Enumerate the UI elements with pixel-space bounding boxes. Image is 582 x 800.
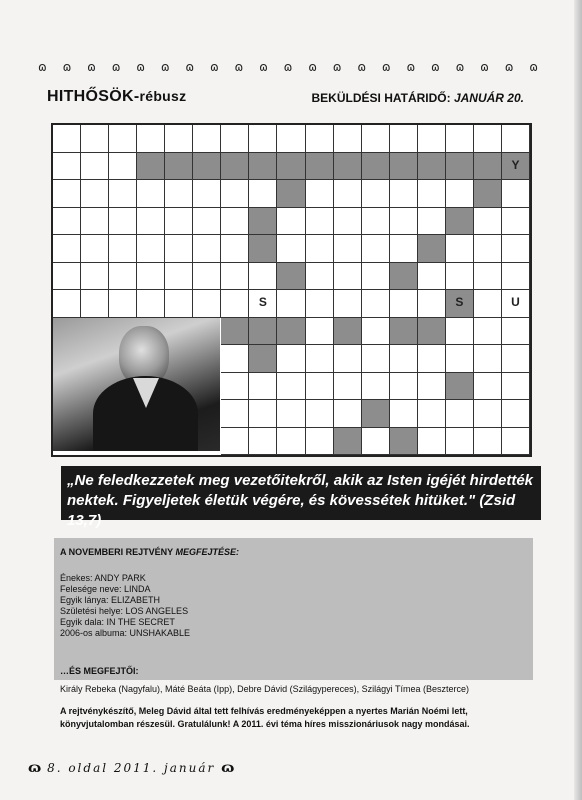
grid-cell[interactable] [418,208,446,236]
grid-cell[interactable] [193,153,221,181]
grid-cell[interactable] [277,400,305,428]
grid-cell[interactable] [502,235,530,263]
grid-cell[interactable] [502,400,530,428]
clue-cell [306,125,334,153]
ornament-glyph: ɷ [38,60,47,74]
grid-cell[interactable] [165,180,193,208]
clue-cell [306,180,334,208]
clue-cell [53,125,81,153]
deadline-date: JANUÁR 20. [453,91,524,105]
grid-cell[interactable] [418,153,446,181]
grid-cell[interactable] [221,208,249,236]
grid-cell[interactable] [277,235,305,263]
ornament-glyph: ɷ [504,60,514,74]
clue-cell [446,125,474,153]
answer-line: Felesége neve: LINDA [60,584,151,594]
grid-cell[interactable] [249,153,277,181]
answer-lines [60,573,190,639]
clue-cell [362,373,390,401]
ornament-glyph: ɷ [234,60,244,74]
ornament-glyph: ɷ [357,60,367,74]
grid-cell[interactable] [306,263,334,291]
grid-symbol-cell: S [249,290,277,318]
grid-cell[interactable] [277,180,305,208]
grid-cell[interactable] [390,318,418,346]
grid-cell[interactable] [137,180,165,208]
grid-cell[interactable] [193,180,221,208]
grid-cell[interactable] [165,290,193,318]
grid-cell[interactable] [362,290,390,318]
ornament-glyph: ɷ [209,60,219,74]
grid-cell[interactable] [249,373,277,401]
grid-cell[interactable] [362,400,390,428]
grid-cell[interactable] [221,153,249,181]
grid-cell[interactable] [193,208,221,236]
clue-cell [362,125,390,153]
ornament-glyph: ɷ [332,60,342,74]
grid-cell[interactable] [109,180,137,208]
clue-cell [53,208,81,236]
grid-cell[interactable] [446,373,474,401]
clue-cell [53,153,81,181]
clue-cell [165,263,193,291]
clue-cell [418,263,446,291]
clue-cell [277,428,305,456]
clue-cell [306,318,334,346]
page-footer [28,760,234,776]
grid-cell[interactable] [474,180,502,208]
grid-cell[interactable] [334,290,362,318]
grid-cell[interactable] [81,263,109,291]
grid-cell[interactable] [362,235,390,263]
grid-cell[interactable] [109,235,137,263]
ornament-glyph: ɷ [62,60,72,74]
grid-cell[interactable] [362,153,390,181]
portrait-photo [53,318,220,451]
grid-cell[interactable] [502,318,530,346]
clue-cell [53,180,81,208]
ornament-glyph: ɷ [259,60,268,74]
grid-cell[interactable] [249,428,277,456]
grid-cell[interactable] [474,290,502,318]
grid-cell[interactable] [446,428,474,456]
clue-cell [334,235,362,263]
clue-cell [53,263,81,291]
grid-cell[interactable] [221,263,249,291]
grid-cell[interactable] [502,180,530,208]
grid-cell[interactable] [418,290,446,318]
footer-mark-right: ɷ [221,760,235,776]
answer-line: Egyik dala: IN THE SECRET [60,617,175,627]
deadline-label: BEKÜLDÉSI HATÁRIDŐ: [311,91,451,105]
grid-symbol-cell: U [502,290,530,318]
grid-cell[interactable] [502,125,530,153]
grid-cell[interactable] [502,208,530,236]
title-main: HITHŐSÖK- [47,88,140,105]
grid-cell[interactable] [334,318,362,346]
grid-cell[interactable] [390,263,418,291]
winners-list: Király Rebeka (Nagyfalu), Máté Beáta (Ipp), Debre Dávid (Szilágypereces), Szilágyi Tímea (Beszterce) [60,684,469,694]
puzzle-title [47,88,186,106]
grid-cell[interactable] [249,400,277,428]
clue-cell [193,125,221,153]
clue-cell [137,125,165,153]
clue-cell [390,208,418,236]
clue-cell [474,373,502,401]
grid-cell[interactable] [306,400,334,428]
footer-mark-left: ɷ [28,760,42,776]
grid-cell[interactable] [137,290,165,318]
answers-heading-prefix: A NOVEMBERI REJTVÉNY [60,547,176,557]
winners-heading: …ÉS MEGFEJTŐI: [60,666,139,676]
clue-cell [474,235,502,263]
grid-cell[interactable] [334,180,362,208]
grid-cell[interactable] [334,345,362,373]
clue-cell [306,208,334,236]
grid-cell[interactable] [277,290,305,318]
grid-cell[interactable] [446,208,474,236]
grid-cell[interactable] [502,428,530,456]
grid-cell[interactable] [474,208,502,236]
grid-cell[interactable] [221,235,249,263]
grid-cell[interactable] [277,153,305,181]
grid-cell[interactable] [502,345,530,373]
grid-cell[interactable] [362,208,390,236]
grid-cell[interactable] [277,318,305,346]
grid-cell[interactable] [306,373,334,401]
grid-cell[interactable] [109,263,137,291]
grid-symbol-cell: Y [502,153,530,181]
grid-cell[interactable] [390,180,418,208]
ornament-glyph: ɷ [455,60,465,74]
ornament-row [38,60,538,74]
grid-cell[interactable] [474,153,502,181]
grid-cell[interactable] [249,208,277,236]
grid-cell[interactable] [221,428,249,456]
answer-line: Születési helye: LOS ANGELES [60,606,189,616]
grid-cell[interactable] [334,153,362,181]
grid-cell[interactable] [446,235,474,263]
ornament-glyph: ɷ [283,60,293,74]
grid-cell[interactable] [362,180,390,208]
clue-cell [249,125,277,153]
grid-cell[interactable] [137,153,165,181]
grid-cell[interactable] [193,263,221,291]
grid-cell[interactable] [474,263,502,291]
clue-cell [53,235,81,263]
grid-cell[interactable] [362,318,390,346]
ornament-glyph: ɷ [111,60,121,74]
grid-cell[interactable] [446,400,474,428]
grid-cell[interactable] [474,318,502,346]
grid-cell[interactable] [418,345,446,373]
ornament-glyph: ɷ [185,60,195,74]
grid-cell[interactable] [390,428,418,456]
grid-symbol-cell: S [446,290,474,318]
answer-line: 2006-os albuma: UNSHAKABLE [60,628,191,638]
grid-cell[interactable] [277,345,305,373]
bible-quote: „Ne feledkezzetek meg vezetőitekről, akik az Isten igéjét hirdették nektek. Figyeljetek életük végére, és kövessétek hitüket." (Zsid 13,7) [61,466,541,520]
clue-cell [53,290,81,318]
grid-cell[interactable] [221,373,249,401]
grid-cell[interactable] [137,263,165,291]
grid-cell[interactable] [418,428,446,456]
ornament-glyph: ɷ [480,60,489,74]
clue-cell [334,125,362,153]
grid-cell[interactable] [221,290,249,318]
clue-cell [446,345,474,373]
grid-cell[interactable] [81,208,109,236]
grid-cell[interactable] [81,180,109,208]
grid-cell[interactable] [249,318,277,346]
clue-cell [362,345,390,373]
clue-cell [390,125,418,153]
grid-cell[interactable] [446,263,474,291]
grid-cell[interactable] [390,373,418,401]
clue-cell [474,125,502,153]
grid-cell[interactable] [81,153,109,181]
ornament-glyph: ɷ [308,60,317,74]
clue-cell [446,180,474,208]
grid-cell[interactable] [137,235,165,263]
ornament-glyph: ɷ [431,60,440,74]
answers-heading-emph: MEGFEJTÉSE: [175,547,240,557]
grid-cell[interactable] [474,428,502,456]
grid-cell[interactable] [109,208,137,236]
grid-cell[interactable] [502,263,530,291]
grid-cell[interactable] [165,208,193,236]
grid-cell[interactable] [109,290,137,318]
grid-cell[interactable] [81,290,109,318]
answer-line: Egyik lánya: ELIZABETH [60,595,161,605]
answers-box [54,538,533,680]
ornament-glyph: ɷ [87,60,96,74]
grid-cell[interactable] [306,235,334,263]
grid-cell[interactable] [334,263,362,291]
footer-text: 8. oldal 2011. január [47,761,216,775]
grid-cell[interactable] [390,235,418,263]
grid-cell[interactable] [418,235,446,263]
grid-cell[interactable] [418,400,446,428]
grid-cell[interactable] [306,153,334,181]
grid-cell[interactable] [446,153,474,181]
clue-cell [81,125,109,153]
grid-cell[interactable] [221,345,249,373]
grid-cell[interactable] [221,400,249,428]
clue-cell [474,400,502,428]
title-sub: rébusz [139,88,187,104]
grid-cell[interactable] [362,428,390,456]
page-edge [574,0,582,800]
clue-cell [109,125,137,153]
grid-cell[interactable] [277,373,305,401]
clue-cell [193,235,221,263]
grid-cell[interactable] [277,208,305,236]
answer-line: Énekes: ANDY PARK [60,573,146,583]
grid-cell[interactable] [334,208,362,236]
grid-cell[interactable] [334,428,362,456]
grid-cell[interactable] [277,263,305,291]
grid-cell[interactable] [334,400,362,428]
ornament-glyph: ɷ [529,60,538,74]
grid-cell[interactable] [221,180,249,208]
clue-cell [390,400,418,428]
ornament-glyph: ɷ [136,60,145,74]
grid-cell[interactable] [249,263,277,291]
grid-cell[interactable] [306,428,334,456]
grid-cell[interactable] [390,290,418,318]
grid-cell[interactable] [474,345,502,373]
clue-cell [390,345,418,373]
clue-cell [418,125,446,153]
grid-cell[interactable] [390,153,418,181]
grid-cell[interactable] [502,373,530,401]
grid-cell[interactable] [334,373,362,401]
clue-cell [277,125,305,153]
grid-cell[interactable] [418,318,446,346]
grid-cell[interactable] [221,318,249,346]
grid-cell[interactable] [165,235,193,263]
grid-cell[interactable] [249,345,277,373]
grid-cell[interactable] [418,180,446,208]
ornament-glyph: ɷ [406,60,416,74]
grid-cell[interactable] [109,153,137,181]
clue-cell [137,208,165,236]
grid-cell[interactable] [306,345,334,373]
answers-heading [60,547,239,557]
clue-cell [221,125,249,153]
grid-cell[interactable] [249,180,277,208]
ornament-glyph: ɷ [381,60,391,74]
grid-cell[interactable] [306,290,334,318]
clue-cell [165,125,193,153]
grid-cell[interactable] [446,318,474,346]
deadline [312,91,524,105]
announcement-note: A rejtvénykészítő, Meleg Dávid által tett felhívás eredményeképpen a nyertes Marián Noémi lett, könyvjutalomban részesül. Gratulálunk! A 2011. évi téma híres misszionáriusok nagy mondásai. [60,706,470,729]
grid-cell[interactable] [193,290,221,318]
grid-cell[interactable] [418,373,446,401]
ornament-glyph: ɷ [160,60,170,74]
grid-cell[interactable] [165,153,193,181]
grid-cell[interactable] [81,235,109,263]
grid-cell[interactable] [249,235,277,263]
grid-cell[interactable] [362,263,390,291]
